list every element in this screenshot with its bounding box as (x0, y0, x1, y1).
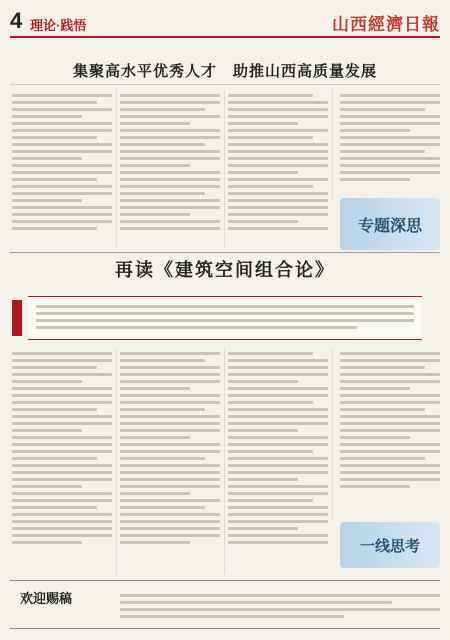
article1-headline: 集聚高水平优秀人才 助推山西高质量发展 (72, 62, 377, 80)
article2-summary-box (28, 296, 422, 340)
article2-column-3 (228, 348, 328, 548)
column-badge-frontline-thinking: 一线思考 (340, 522, 440, 568)
article2-column-4 (340, 348, 440, 492)
intro-marker (12, 300, 22, 336)
article2-headline: 再读《建筑空间组合论》 (115, 260, 335, 281)
article1-column-1 (12, 90, 112, 234)
newspaper-logo: 山西經濟日報 (332, 15, 440, 35)
section-divider (10, 252, 440, 253)
welcome-submissions: 欢迎赐稿 (20, 592, 73, 607)
page-number: 4 (10, 8, 23, 33)
article2-column-1 (12, 348, 112, 548)
article1-column-4 (340, 90, 440, 185)
submission-details (120, 590, 440, 622)
divider (10, 84, 440, 85)
article1-column-2 (120, 90, 220, 234)
masthead (10, 6, 440, 38)
section-name: 理论·践悟 (30, 18, 87, 33)
footer-bar (10, 628, 440, 635)
article2-column-2 (120, 348, 220, 548)
article1-column-3 (228, 90, 328, 234)
column-badge-special-thinking: 专题深思 (340, 198, 440, 250)
